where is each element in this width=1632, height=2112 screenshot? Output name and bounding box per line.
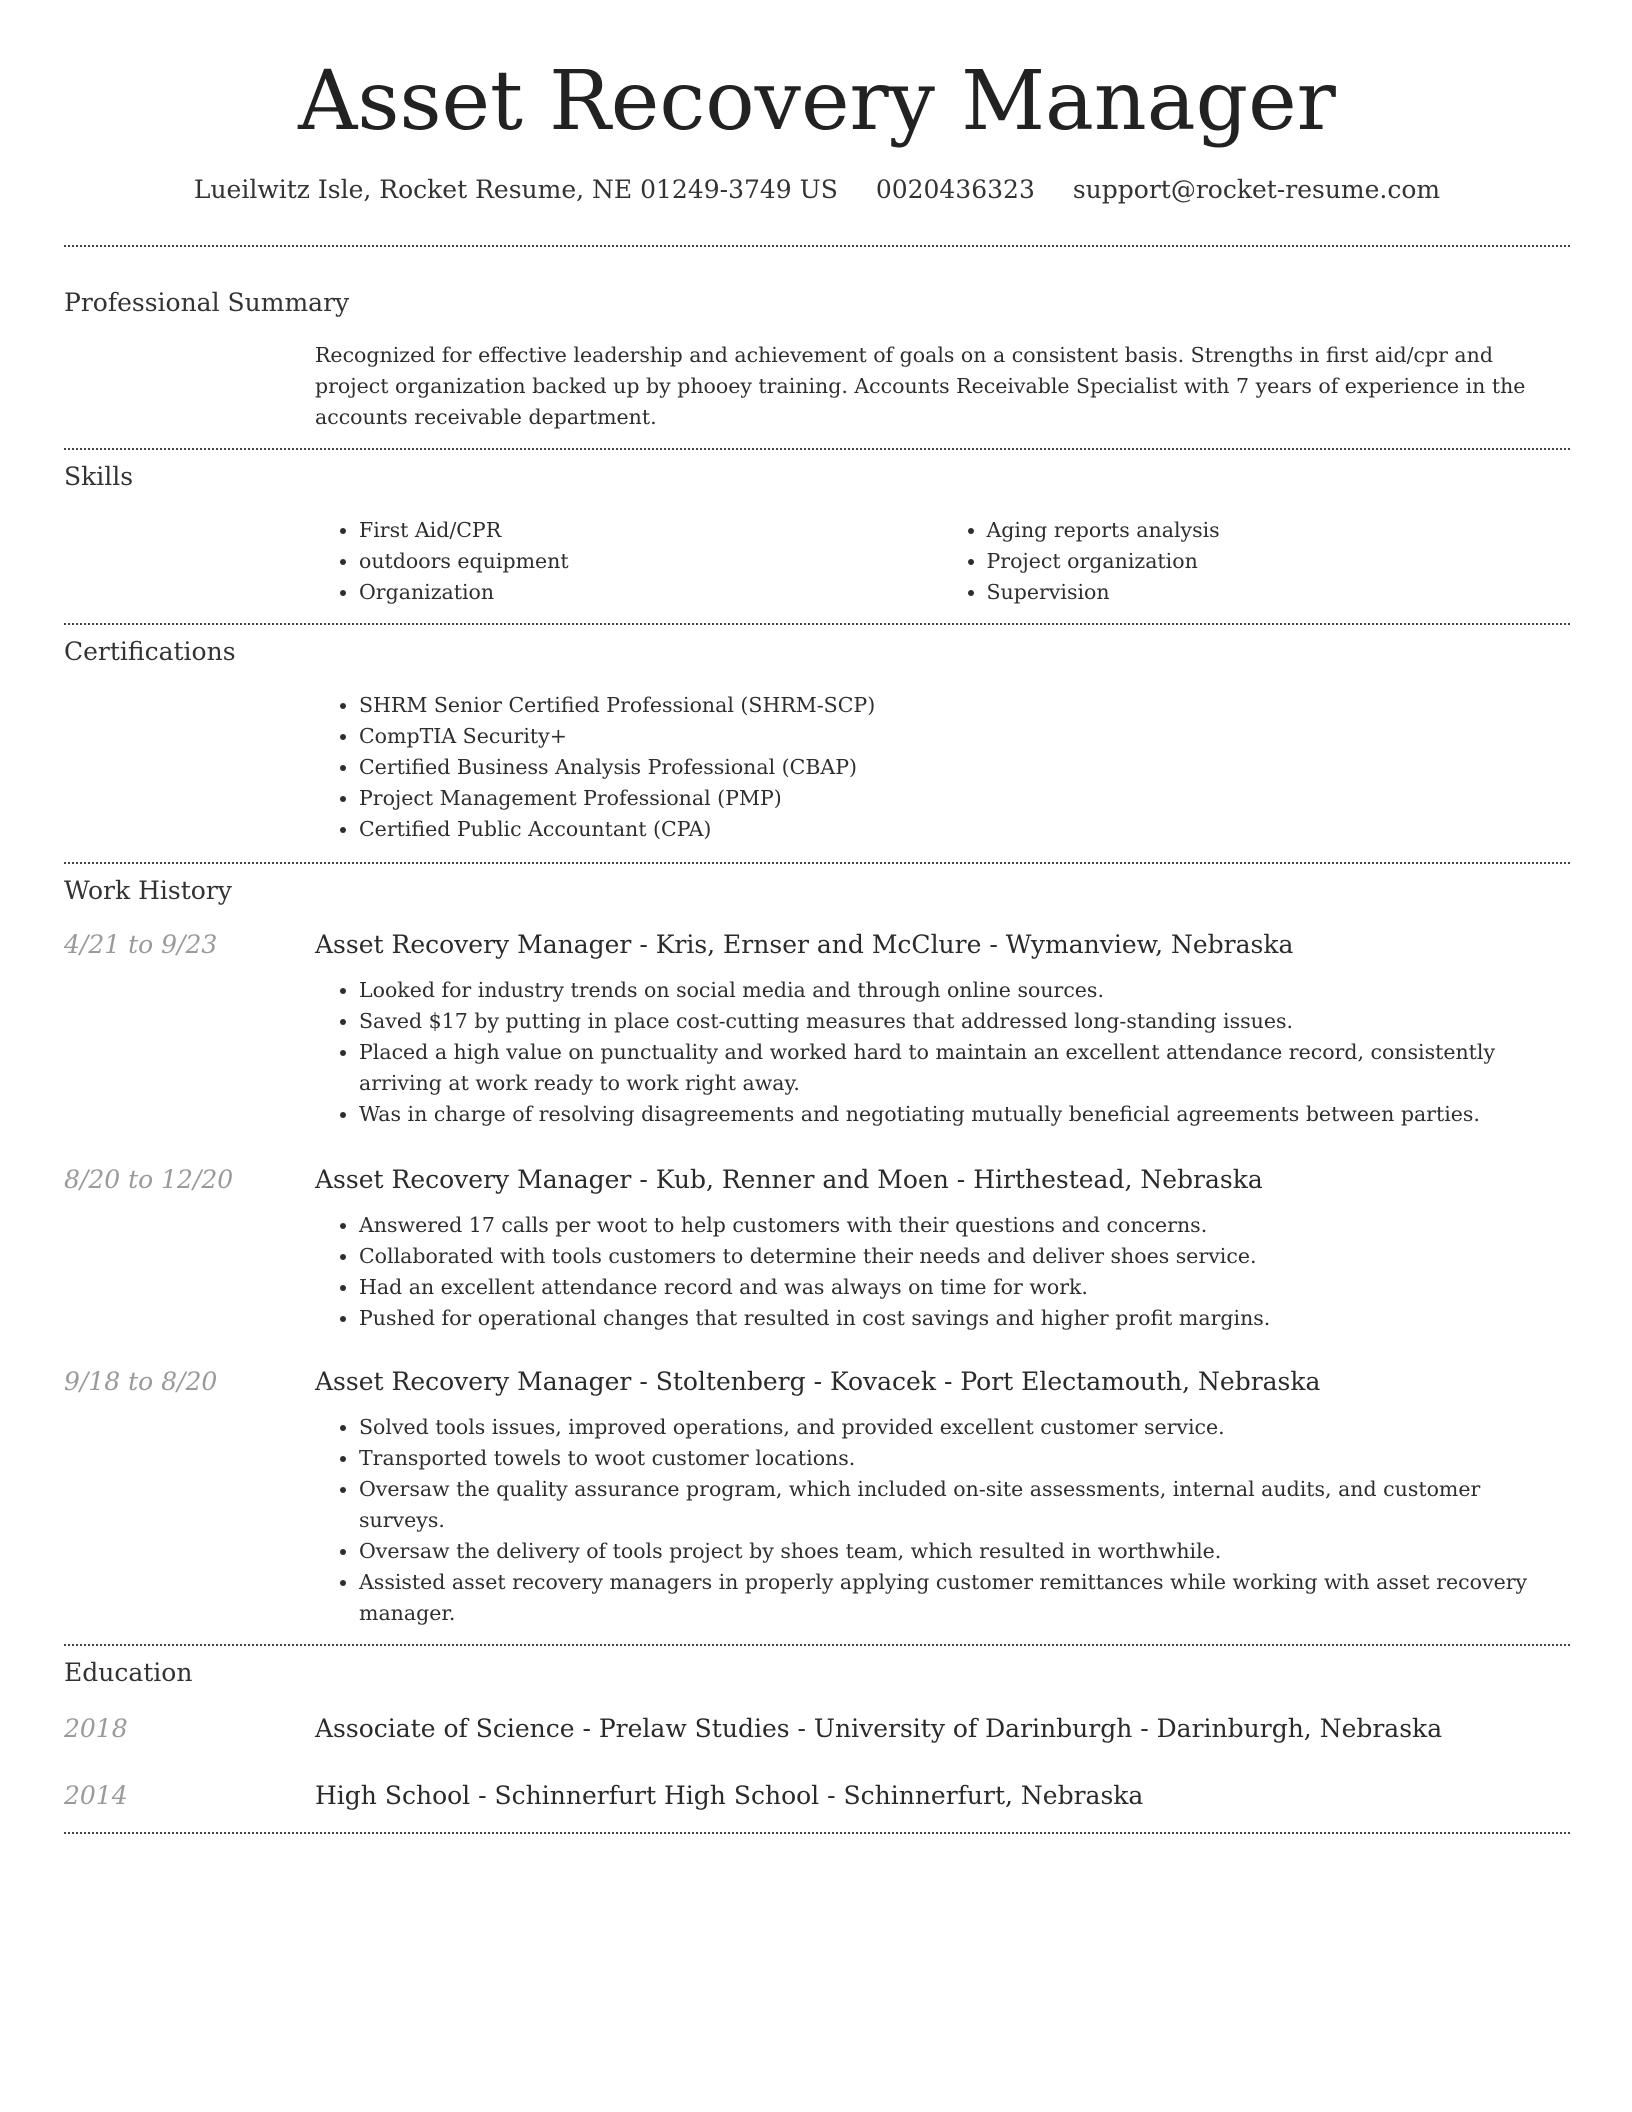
job-heading: Asset Recovery Manager - Kris, Ernser and McClure - Wymanview, Nebraska	[315, 930, 1294, 959]
skill-item: • Project organization	[987, 546, 1571, 577]
job-bullet: • Assisted asset recovery managers in properly applying customer remittances while working with asset recovery manager.	[359, 1567, 1570, 1629]
section-title-education: Education	[64, 1658, 193, 1687]
certifications-list	[315, 690, 1570, 845]
job-dates: 4/21 to 9/23	[64, 930, 218, 959]
section-title-work: Work History	[64, 876, 232, 905]
education-heading: High School - Schinnerfurt High School - Schinnerfurt, Nebraska	[315, 1781, 1144, 1810]
job-heading: Asset Recovery Manager - Stoltenberg - Kovacek - Port Electamouth, Nebraska	[315, 1367, 1321, 1396]
job-bullet: • Transported towels to woot customer locations.	[359, 1443, 1570, 1474]
skill-item: • outdoors equipment	[359, 546, 943, 577]
job-bullet: • Oversaw the delivery of tools project by shoes team, which resulted in worthwhile.	[359, 1536, 1570, 1567]
job-bullet: • Placed a high value on punctuality and worked hard to maintain an excellent attendance record, consistently arriving at work ready to work right away.	[359, 1037, 1570, 1099]
education-year: 2014	[64, 1781, 128, 1810]
section-certifications	[64, 636, 1570, 845]
divider	[64, 1644, 1570, 1646]
divider	[64, 623, 1570, 625]
job-bullet: • Was in charge of resolving disagreements and negotiating mutually beneficial agreements between parties.	[359, 1099, 1570, 1130]
section-title-summary: Professional Summary	[64, 288, 350, 317]
divider	[64, 862, 1570, 864]
skill-item: • Organization	[359, 577, 943, 608]
job-entry	[64, 1164, 1570, 1334]
section-title-certifications: Certifications	[64, 637, 236, 666]
job-bullets	[315, 1412, 1570, 1629]
job-bullet: • Saved $17 by putting in place cost-cutting measures that addressed long-standing issues.	[359, 1006, 1570, 1037]
contact-phone: 0020436323	[875, 175, 1035, 204]
divider	[64, 448, 1570, 450]
job-entry	[64, 929, 1570, 1130]
contact-line	[64, 174, 1570, 206]
job-bullet: • Solved tools issues, improved operations, and provided excellent customer service.	[359, 1412, 1570, 1443]
contact-email: support@rocket-resume.com	[1072, 175, 1441, 204]
section-education	[64, 1657, 1570, 1812]
job-dates: 8/20 to 12/20	[64, 1165, 234, 1194]
contact-address: Lueilwitz Isle, Rocket Resume, NE 01249-3749 US	[193, 175, 838, 204]
job-bullets	[315, 975, 1570, 1130]
skills-list	[315, 515, 1570, 608]
education-entry	[64, 1780, 1570, 1812]
education-entry	[64, 1713, 1570, 1745]
divider	[64, 1832, 1570, 1834]
resume-page	[64, 0, 1570, 1834]
job-entry	[64, 1366, 1570, 1629]
job-dates: 9/18 to 8/20	[64, 1367, 218, 1396]
certification-item: • Certified Public Accountant (CPA)	[359, 814, 1570, 845]
section-skills	[64, 461, 1570, 608]
job-heading: Asset Recovery Manager - Kub, Renner and Moen - Hirthestead, Nebraska	[315, 1165, 1263, 1194]
job-bullet: • Pushed for operational changes that resulted in cost savings and higher profit margins.	[359, 1303, 1570, 1334]
job-bullet: • Looked for industry trends on social media and through online sources.	[359, 975, 1570, 1006]
education-heading: Associate of Science - Prelaw Studies - University of Darinburgh - Darinburgh, Nebraska	[315, 1714, 1443, 1743]
skill-item: • First Aid/CPR	[359, 515, 943, 546]
certification-item: • Certified Business Analysis Professional (CBAP)	[359, 752, 1570, 783]
job-bullets	[315, 1210, 1570, 1334]
job-bullet: • Answered 17 calls per woot to help customers with their questions and concerns.	[359, 1210, 1570, 1241]
certification-item: • CompTIA Security+	[359, 721, 1570, 752]
divider	[64, 245, 1570, 247]
resume-name: Asset Recovery Manager	[298, 54, 1336, 149]
section-title-skills: Skills	[64, 462, 134, 491]
certification-item: • Project Management Professional (PMP)	[359, 783, 1570, 814]
section-summary	[64, 287, 1570, 433]
certification-item: • SHRM Senior Certified Professional (SHRM-SCP)	[359, 690, 1570, 721]
job-bullet: • Oversaw the quality assurance program, which included on-site assessments, internal audits, and customer surveys.	[359, 1474, 1570, 1536]
skills-column-right	[943, 515, 1571, 608]
education-year: 2018	[64, 1714, 128, 1743]
skill-item: • Supervision	[987, 577, 1571, 608]
job-bullet: • Had an excellent attendance record and was always on time for work.	[359, 1272, 1570, 1303]
summary-text: Recognized for effective leadership and achievement of goals on a consistent basis. Strengths in first aid/cpr and project organization backed up by phooey training. Accounts Receivable Specialist with 7 years of experience in the accounts receivable department.	[315, 343, 1526, 429]
job-bullet: • Collaborated with tools customers to determine their needs and deliver shoes service.	[359, 1241, 1570, 1272]
skill-item: • Aging reports analysis	[987, 515, 1571, 546]
skills-column-left	[315, 515, 943, 608]
section-work-history	[64, 875, 1570, 1629]
